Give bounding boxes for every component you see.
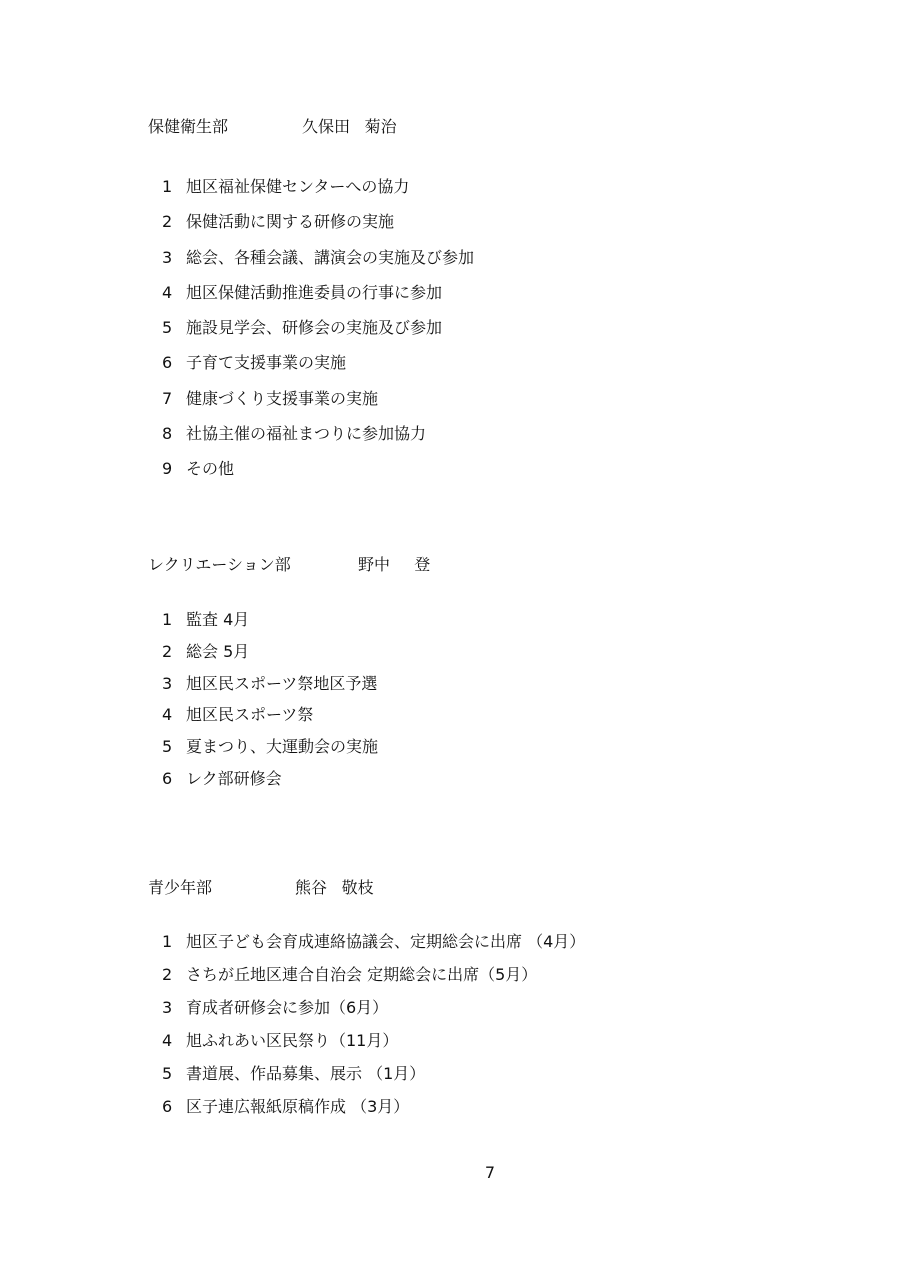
person-name: 野中 登: [358, 555, 431, 574]
item-list: [162, 169, 474, 487]
item-number: 4: [162, 282, 173, 302]
item-text: 区子連広報紙原稿作成 （3月）: [186, 1097, 410, 1116]
list-item: [162, 991, 585, 1024]
item-text: 監査 4月: [186, 610, 250, 629]
section-recreation: [148, 553, 848, 788]
item-number: 2: [162, 641, 173, 661]
page-number: 7: [484, 1163, 496, 1182]
item-number: 6: [162, 768, 173, 788]
item-text: 旭区福祉保健センターへの協力: [186, 177, 410, 196]
item-text: 旭区民スポーツ祭地区予選: [186, 673, 378, 693]
item-number: 5: [162, 318, 173, 338]
section-header: [148, 553, 848, 577]
item-text: その他: [186, 459, 235, 479]
item-number: 3: [162, 247, 173, 267]
person-name: 熊谷 敬枝: [295, 878, 374, 897]
list-item: [162, 416, 474, 451]
list-item: [162, 925, 585, 958]
list-item: [162, 1057, 585, 1090]
item-text: 旭ふれあい区民祭り（11月）: [186, 1031, 399, 1050]
section-header: [148, 876, 848, 900]
list-item: [162, 451, 474, 486]
section-seishonen: [148, 876, 848, 1116]
list-item: [162, 668, 378, 700]
list-item: [162, 1024, 585, 1057]
list-item: [162, 381, 474, 416]
section-header: [148, 115, 848, 139]
list-item: [162, 636, 378, 668]
item-number: 8: [162, 424, 173, 444]
item-text: 夏まつり、大運動会の実施: [186, 737, 379, 757]
item-number: 5: [162, 737, 173, 757]
item-text: 健康づくり支援事業の実施: [186, 388, 379, 408]
item-number: 1: [162, 932, 173, 951]
list-item: [162, 731, 378, 763]
item-text: 旭区保健活動推進委員の行事に参加: [186, 282, 443, 302]
item-list: [162, 925, 585, 1123]
item-text: 保健活動に関する研修の実施: [186, 212, 395, 232]
item-number: 4: [162, 1031, 173, 1050]
item-number: 6: [162, 1097, 173, 1116]
item-text: 旭区子ども会育成連絡協議会、定期総会に出席 （4月）: [186, 932, 586, 951]
department-name: 保健衛生部: [148, 117, 229, 136]
item-number: 5: [162, 1064, 173, 1083]
item-number: 1: [162, 177, 173, 196]
item-text: 施設見学会、研修会の実施及び参加: [186, 318, 443, 338]
department-name: 青少年部: [148, 878, 213, 897]
item-number: 4: [162, 705, 173, 725]
list-item: [162, 699, 378, 731]
item-list: [162, 604, 378, 795]
item-text: 子育て支援事業の実施: [186, 353, 347, 373]
list-item: [162, 1090, 585, 1123]
list-item: [162, 310, 474, 345]
item-number: 3: [162, 673, 173, 693]
item-number: 9: [162, 459, 173, 479]
section-hoken-eisei: [148, 115, 848, 479]
item-text: 書道展、作品募集、展示 （1月）: [186, 1064, 426, 1083]
item-number: 6: [162, 353, 173, 373]
department-name: レクリエーション部: [148, 555, 291, 574]
item-text: 社協主催の福祉まつりに参加協力: [186, 424, 427, 444]
list-item: [162, 604, 378, 636]
list-item: [162, 763, 378, 795]
item-number: 7: [162, 388, 173, 408]
list-item: [162, 240, 474, 275]
item-text: 総会、各種会議、講演会の実施及び参加: [186, 247, 475, 267]
person-name: 久保田 菊治: [302, 117, 397, 136]
list-item: [162, 169, 474, 204]
list-item: [162, 345, 474, 380]
item-number: 2: [162, 965, 173, 984]
list-item: [162, 204, 474, 239]
list-item: [162, 958, 585, 991]
item-number: 1: [162, 610, 173, 629]
item-number: 2: [162, 212, 173, 232]
item-text: 総会 5月: [186, 641, 250, 661]
item-number: 3: [162, 998, 173, 1017]
list-item: [162, 275, 474, 310]
item-text: レク部研修会: [186, 768, 282, 788]
item-text: 旭区民スポーツ祭: [186, 705, 314, 725]
item-text: 育成者研修会に参加（6月）: [186, 998, 389, 1017]
item-text: さちが丘地区連合自治会 定期総会に出席（5月）: [186, 965, 538, 984]
